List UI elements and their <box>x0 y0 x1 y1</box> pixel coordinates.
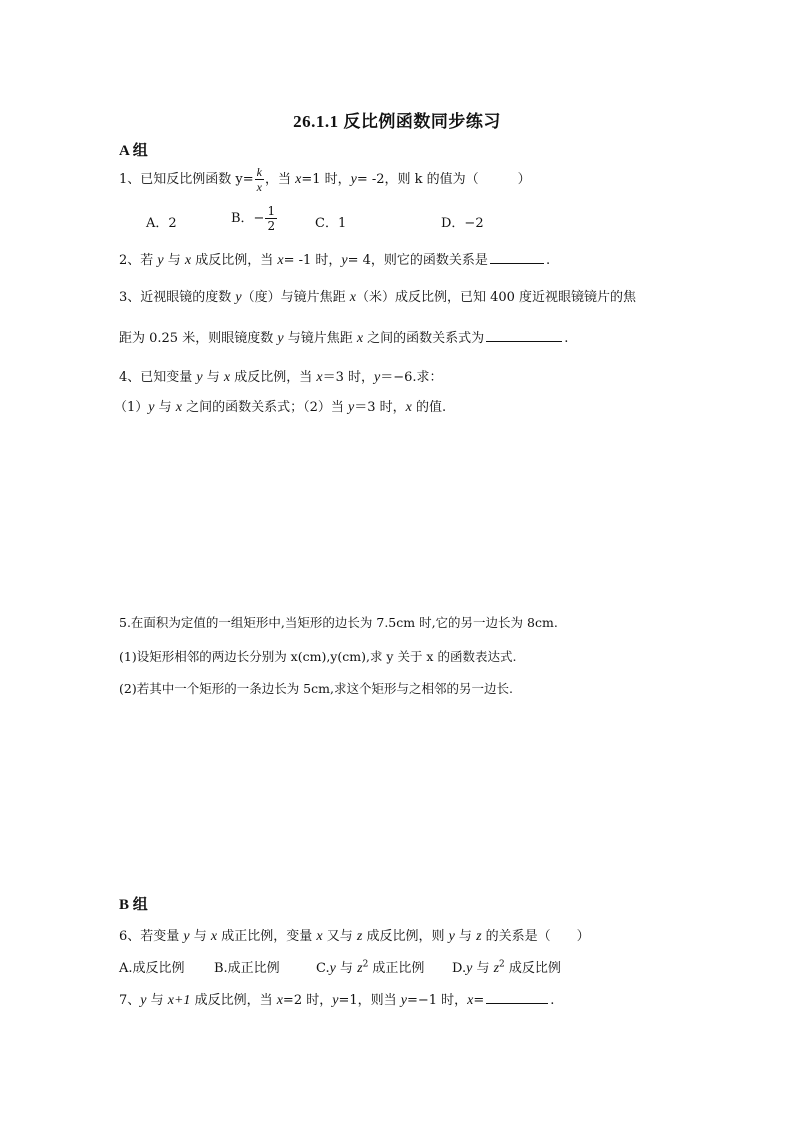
question-1: 1、已知反比例函数 y= $\frac{k}{x}$ ，当 x=1 时，y= -2，则 k 的值为（ ） <box>119 165 531 194</box>
q6-option-d: D.y 与 $z^2$ 成反比例 <box>452 959 561 976</box>
q6-option-c: C.y 与 $z^2$ 成正比例 <box>316 959 425 976</box>
question-5-line-2: (1)设矩形相邻的两边长分别为 x(cm),y(cm),求 y 关于 x 的函数表达式. <box>119 649 517 664</box>
fraction-k-over-x: $\frac{k}{x}$ <box>256 165 262 194</box>
group-b-heading: B 组 <box>119 897 148 913</box>
answer-blank[interactable] <box>486 991 548 1004</box>
q6-option-b: B.成正比例 <box>214 961 280 976</box>
q1-option-c: C．1 <box>315 216 347 231</box>
question-3-line-2: 距为 0.25 米，则眼镜度数 y 与镜片焦距 x 之间的函数关系式为 . <box>119 331 569 346</box>
question-4-line-2: （1）y 与 x 之间的函数关系式；（2）当 y＝3 时，x 的值. <box>114 400 447 415</box>
q1-option-b: B．− $\frac{1}{2}$ <box>231 204 276 233</box>
group-a-heading: A 组 <box>119 143 148 159</box>
question-5-line-3: (2)若其中一个矩形的一条边长为 5cm,求这个矩形与之相邻的另一边长. <box>119 681 513 696</box>
question-5-line-1: 5.在面积为定值的一组矩形中,当矩形的边长为 7.5cm 时,它的另一边长为 8cm. <box>119 615 558 630</box>
question-3-line-1: 3、近视眼镜的度数 y（度）与镜片焦距 x（米）成反比例，已知 400 度近视眼镜镜片的焦 <box>119 290 637 305</box>
question-2: 2、若 y 与 x 成反比例，当 x= -1 时，y= 4，则它的函数关系是 . <box>119 253 551 268</box>
q1-option-a: A．2 <box>146 216 177 231</box>
q6-option-a: A.成反比例 <box>119 961 185 976</box>
worksheet-title: 26.1.1 反比例函数同步练习 <box>293 112 501 131</box>
answer-blank[interactable] <box>486 329 562 342</box>
question-6: 6、若变量 y 与 x 成正比例，变量 x 又与 z 成反比例，则 y 与 z 的关系是（ ） <box>119 929 590 944</box>
question-4-line-1: 4、已知变量 y 与 x 成反比例，当 x＝3 时，y＝−6.求： <box>119 370 443 385</box>
answer-blank[interactable] <box>490 251 544 264</box>
q1-option-d: D．−2 <box>441 216 484 231</box>
question-7: 7、y 与 x+1 成反比例，当 x=2 时，y=1，则当 y=−1 时，x= . <box>119 993 555 1008</box>
